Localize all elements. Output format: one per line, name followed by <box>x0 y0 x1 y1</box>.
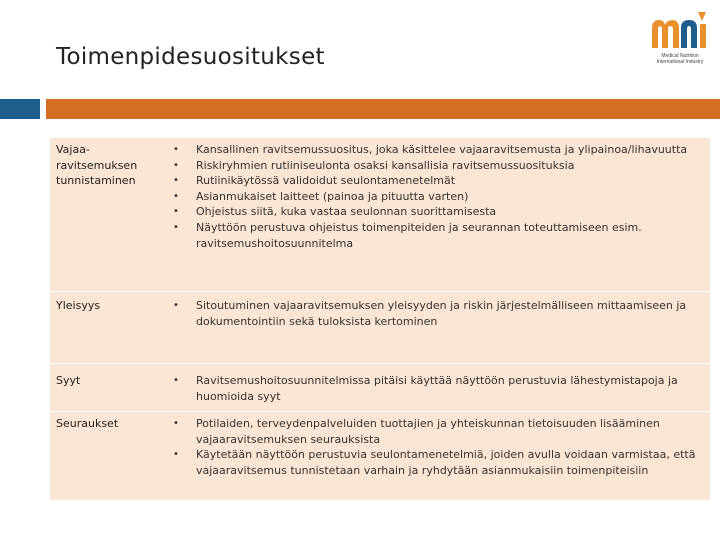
list-item: • Ohjeistus siitä, kuka vastaa seulonnan suorittamisesta <box>170 204 705 220</box>
list-item: • Näyttöön perustuva ohjeistus toimenpiteiden ja seurannan toteuttamiseen esim. ravitsemushoitosuunnitelma <box>170 220 705 251</box>
list-item: • Riskiryhmien rutiiniseulonta osaksi kansallisia ravitsemussuosituksia <box>170 158 705 174</box>
row-bullets <box>170 142 705 251</box>
row-label: Syyt <box>56 374 81 387</box>
accent-band-orange <box>46 99 720 119</box>
row-label: Vajaa-ravitsemuksen tunnistaminen <box>56 143 138 188</box>
list-item: • Käytetään näyttöön perustuvia seulontamenetelmiä, joiden avulla voidaan varmistaa, että vajaaravitsemus tunnistetaan varhain ja ryhdytään asianmukaisiin toimenpiteisiin <box>170 447 705 478</box>
logo-caption: Medical Nutrition International Industry <box>656 53 704 65</box>
slide-title: Toimenpidesuositukset <box>56 44 325 70</box>
table-row <box>50 138 710 291</box>
list-item: • Kansallinen ravitsemussuositus, joka käsittelee vajaaravitsemusta ja ylipainoa/lihavuutta <box>170 142 705 158</box>
accent-band-blue <box>0 99 40 119</box>
mni-logo-icon <box>648 8 712 54</box>
row-bullets <box>170 298 705 329</box>
table-row <box>50 292 710 373</box>
recommendations-table <box>50 138 710 500</box>
list-item: • Asianmukaiset laitteet (painoa ja pituutta varten) <box>170 189 705 205</box>
table-row <box>50 412 710 500</box>
list-item: • Sitoutuminen vajaaravitsemuksen yleisyyden ja riskin järjestelmälliseen mittaamiseen ja dokumentointiin sekä tuloksista kertominen <box>170 298 705 329</box>
row-bullets <box>170 416 705 478</box>
list-item: • Rutiinikäytössä validoidut seulontamenetelmät <box>170 173 705 189</box>
row-bullets <box>170 373 705 404</box>
table-row <box>50 364 710 412</box>
list-item: • Potilaiden, terveydenpalveluiden tuottajien ja yhteiskunnan tietoisuuden lisääminen vajaaravitsemuksen seurauksista <box>170 416 705 447</box>
row-label: Yleisyys <box>56 299 101 312</box>
list-item: • Ravitsemushoitosuunnitelmissa pitäisi käyttää näyttöön perustuvia lähestymistapoja ja huomioida syyt <box>170 373 705 404</box>
mni-logo <box>648 8 712 66</box>
row-label: Seuraukset <box>56 417 119 430</box>
